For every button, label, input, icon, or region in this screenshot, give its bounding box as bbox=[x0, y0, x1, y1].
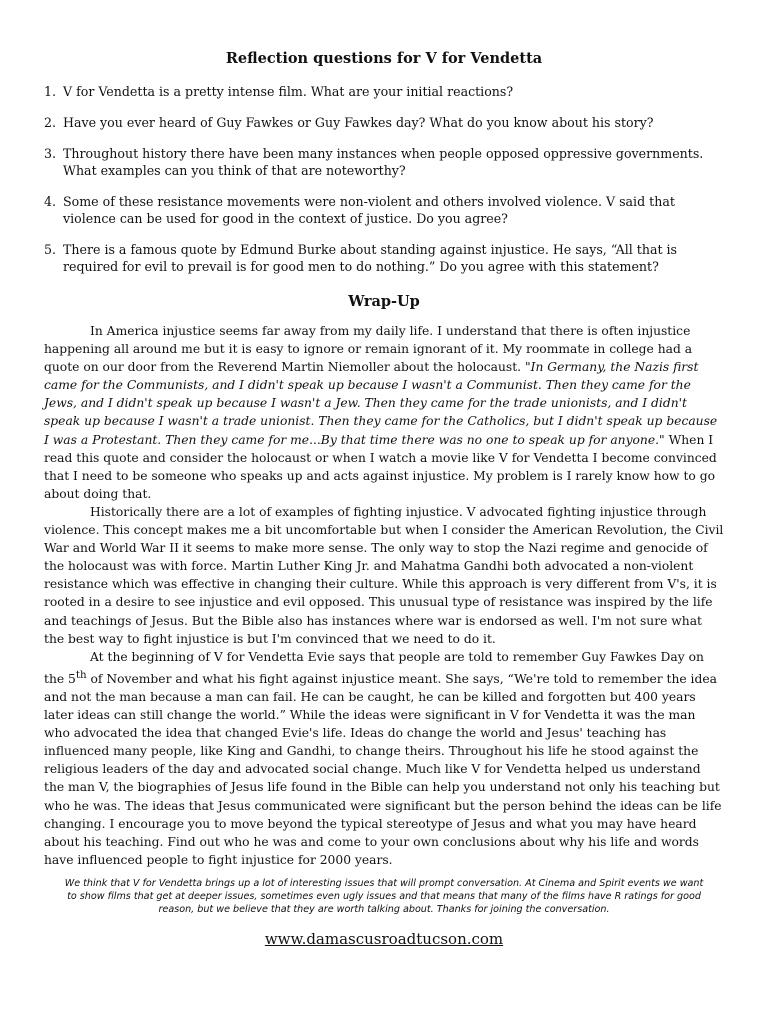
essay-text: When I read this quote and consider the holocaust or when I watch a movie like V for Vendetta I become convinced that I need to be someone who speaks up and acts against injustice. My problem is I rarely know how to go about doing that. bbox=[44, 432, 717, 501]
question-text: Have you ever heard of Guy Fawkes or Guy Fawkes day? What do you know about his story? bbox=[63, 115, 654, 130]
question-list bbox=[44, 83, 724, 275]
website-footer bbox=[44, 930, 724, 948]
question-number: 4. bbox=[44, 194, 57, 209]
disclaimer-note: We think that V for Vendetta brings up a lot of interesting issues that will prompt conversation. At Cinema and Spirit events we want to show films that get at deeper issues, sometimes even ugly issues and that means that many of the films have R ratings for good reason, but we believe that they are worth talking about. Thanks for joining the conversation. bbox=[64, 877, 704, 915]
niemoller-quote: "In Germany, the Nazis first came for the Communists, and I didn't speak up because I wasn't a Communist. Then they came for the Jews, and I didn't speak up because I wasn't a Jew. Then they came for the trade unionists, and I didn't speak up because I wasn't a trade unionist. Then they came for the Catholics, but I didn't speak up because I was a Protestant. Then they came for me...By that time there was no one to speak up for anyone." bbox=[44, 360, 718, 447]
question-item bbox=[44, 114, 724, 131]
website-link[interactable]: www.damascusroadtucson.com bbox=[264, 929, 504, 948]
question-text: Throughout history there have been many instances when people opposed oppressive governments. What examples can you think of that are noteworthy? bbox=[63, 146, 704, 178]
question-text: Some of these resistance movements were non-violent and others involved violence. V said that violence can be used for good in the context of justice. Do you agree? bbox=[63, 194, 675, 226]
question-item bbox=[44, 145, 724, 179]
essay-paragraph bbox=[44, 648, 724, 869]
wrapup-heading: Wrap-Up bbox=[348, 293, 420, 310]
question-text: There is a famous quote by Edmund Burke about standing against injustice. He says, “All that is required for evil to prevail is for good men to do nothing.” Do you agree with this statement? bbox=[63, 242, 678, 274]
essay-text: At the beginning of V for Vendetta Evie says that people are told to remember Guy Fawkes Day on the 5 bbox=[44, 649, 704, 686]
question-item bbox=[44, 241, 724, 275]
question-number: 2. bbox=[44, 115, 57, 130]
essay-paragraph bbox=[44, 322, 724, 503]
essay-text: In America injustice seems far away from my daily life. I understand that there is often injustice happening all around me but it is easy to ignore or remain ignorant of it. My roommate in college had a quote on our door from the Reverend Martin Niemoller about the holocaust. bbox=[44, 324, 693, 375]
page-title: Reflection questions for V for Vendetta bbox=[225, 50, 543, 67]
ordinal-suffix: th bbox=[75, 668, 87, 681]
question-text: V for Vendetta is a pretty intense film. What are your initial reactions? bbox=[63, 84, 514, 99]
essay-paragraph: Historically there are a lot of examples of fighting injustice. V advocated fighting injustice through violence. This concept makes me a bit uncomfortable but when I consider the American Revolution, the Civil War and World War II it seems to make more sense. The only way to stop the Nazi regime and genocide of the holocaust was with force. Martin Luther King Jr. and Mahatma Gandhi both advocated a non-violent resistance which was effective in changing their culture. While this approach is very different from V's, it is rooted in a desire to see injustice and evil opposed. This unusual type of resistance was inspired by the life and teachings of Jesus. But the Bible also has instances where war is endorsed as well. I'm not sure what the best way to fight injustice is but I'm convinced that we need to do it. bbox=[44, 504, 724, 646]
essay-text: of November and what his fight against injustice meant. She says, “We're told to remember the idea and not the man because a man can fail. He can be caught, he can be killed and forgotten but 400 years later ideas can still change the world.” While the ideas were significant in V for Vendetta it was the man who advocated the idea that changed Evie's life. Ideas do change the world and Jesus' teaching has influenced many people, like King and Gandhi, to change theirs. Throughout his life he stood against the religious leaders of the day and advocated social change. Much like V for Vendetta helped us understand the man V, the biographies of Jesus life found in the Bible can help you understand not only his teaching but who he was. The ideas that Jesus communicated were significant but the person behind the ideas can be life changing. I encourage you to move beyond the typical stereotype of Jesus and what you may have heard about his teaching. Find out who he was and come to your own conclusions about why his life and words have influenced people to fight injustice for 2000 years. bbox=[44, 671, 722, 867]
question-item bbox=[44, 83, 724, 100]
question-number: 5. bbox=[44, 242, 57, 257]
question-number: 3. bbox=[44, 146, 57, 161]
question-number: 1. bbox=[44, 84, 57, 99]
question-item bbox=[44, 193, 724, 227]
essay-body bbox=[44, 322, 724, 869]
